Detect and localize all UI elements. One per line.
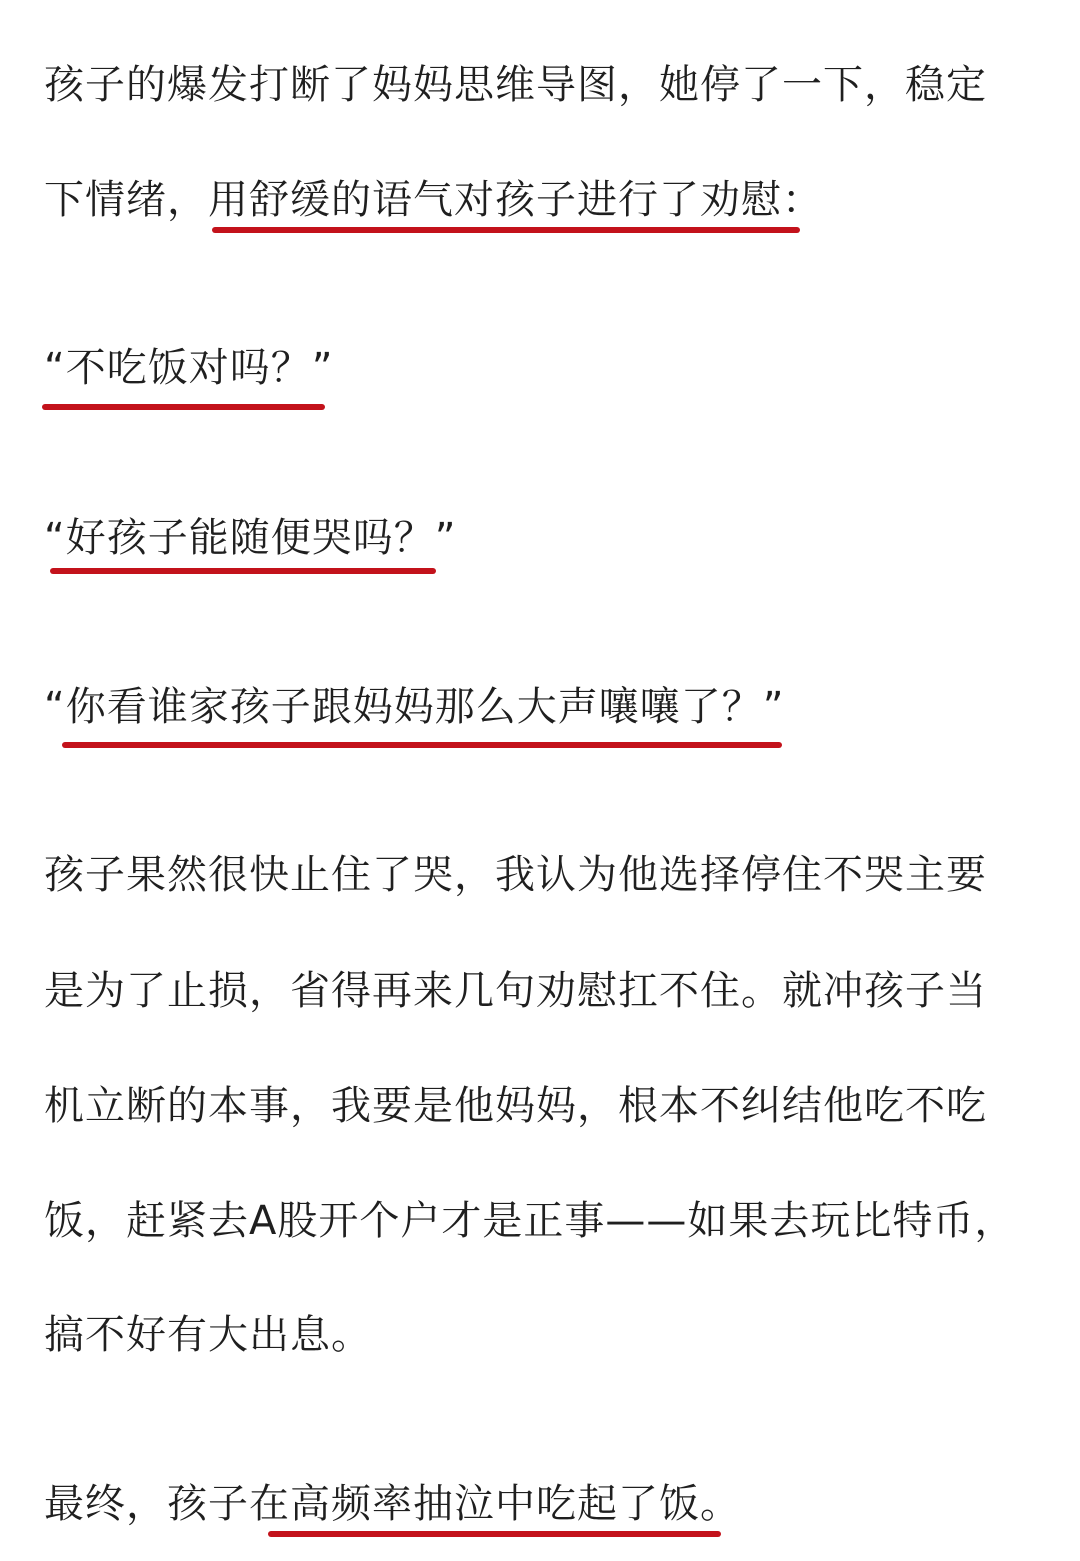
quote-3: “你看谁家孩子跟妈妈那么大声嚷嚷了？” (44, 684, 785, 730)
paragraph-2-line-5: 搞不好有大出息。 (44, 1312, 372, 1358)
paragraph-3-end: 。 (700, 1481, 741, 1527)
red-underline (268, 1531, 721, 1537)
paragraph-1-line-1: 孩子的爆发打断了妈妈思维导图，她停了一下，稳定 (44, 62, 987, 108)
red-underline (50, 568, 436, 574)
red-underline (42, 404, 325, 410)
quote-1: “不吃饭对吗？” (44, 345, 334, 391)
paragraph-2-line-2: 是为了止损，省得再来几句劝慰扛不住。就冲孩子当 (44, 968, 987, 1014)
paragraph-1-line-2 (44, 170, 823, 230)
paragraph-2-line-1: 孩子果然很快止住了哭，我认为他选择停住不哭主要 (44, 852, 987, 898)
paragraph-1-line-2-plain: 下情绪， (44, 177, 208, 223)
highlighted-phrase-comfort: 用舒缓的语气对孩子进行了劝慰 (208, 177, 782, 223)
paragraph-3-plain: 最终，孩子 (44, 1481, 249, 1527)
red-underline (212, 227, 800, 233)
quote-2: “好孩子能随便哭吗？” (44, 515, 457, 561)
paragraph-2-line-3: 机立断的本事，我要是他妈妈，根本不纠结他吃不吃 (44, 1083, 987, 1129)
paragraph-1-line-2-end: ： (782, 177, 823, 223)
paragraph-2-line-4: 饭，赶紧去A股开个户才是正事——如果去玩比特币， (44, 1198, 1016, 1244)
paragraph-3-line-1 (44, 1474, 741, 1534)
highlighted-phrase-eating: 在高频率抽泣中吃起了饭 (249, 1481, 700, 1527)
red-underline (62, 742, 782, 748)
